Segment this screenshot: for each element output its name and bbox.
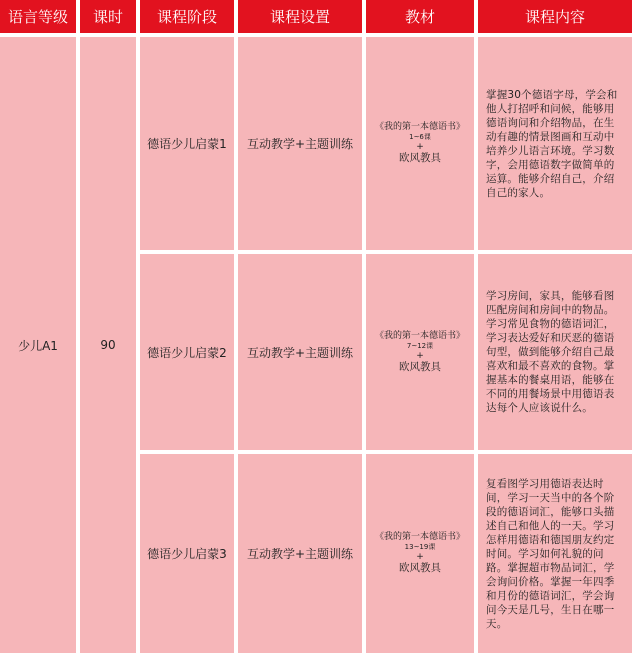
book-publisher: 欧风教具 xyxy=(399,562,441,574)
stage-cell: 德语少儿启蒙3 xyxy=(140,454,234,653)
book-title: 《我的第一本德语书》 xyxy=(374,330,465,341)
content-cell: 学习房间，家具，能够看图匹配房间和房间中的物品。学习常见食物的德语词汇，学习表达爱好和厌恶的德语句型，做到能够介绍自己最喜欢和最不喜欢的食物。掌握基本的餐桌用语，能够在不同的用餐场景中用德语表达每个人应该说什么。 xyxy=(478,254,632,450)
setting-cell: 互动教学+主题训练 xyxy=(238,37,362,250)
setting-cell: 互动教学+主题训练 xyxy=(238,454,362,653)
setting-cell: 互动教学+主题训练 xyxy=(238,254,362,450)
book-lessons: 7~12课 xyxy=(406,341,434,350)
textbook-cell xyxy=(366,37,474,250)
content-cell: 复看图学习用德语表达时间，学习一天当中的各个阶段的德语词汇，能够口头描述自己和他人的一天。学习怎样用德语和德国朋友约定时间。学习如何礼貌的问路。掌握超市物品词汇，学会询问价格。掌握一年四季和月份的德语词汇，学会询问今天是几号，生日在哪一天。 xyxy=(478,454,632,653)
book-plus: + xyxy=(416,350,424,361)
textbook-cell xyxy=(366,254,474,450)
book-publisher: 欧风教具 xyxy=(399,360,441,373)
book-lessons: 1~6课 xyxy=(409,133,431,141)
book-title: 《我的第一本德语书》 xyxy=(374,122,465,132)
book-title: 《我的第一本德语书》 xyxy=(374,532,465,542)
book-plus: + xyxy=(416,142,424,152)
level-cell: 少儿A1 xyxy=(0,37,76,653)
header-level: 语言等级 xyxy=(0,0,76,33)
textbook-cell xyxy=(366,454,474,653)
header-content: 课程内容 xyxy=(478,0,632,33)
book-publisher: 欧风教具 xyxy=(399,152,441,164)
header-textbook: 教材 xyxy=(366,0,474,33)
header-stage: 课程阶段 xyxy=(140,0,234,33)
hours-cell: 90 xyxy=(80,37,136,653)
header-hours: 课时 xyxy=(80,0,136,33)
content-cell: 掌握30个德语字母，学会和他人打招呼和问候，能够用德语询问和介绍物品，在生动有趣的情景图画和互动中培养少儿语言环境。学习数字，会用德语数字做简单的运算。能够介绍自己，介绍自己的家人。 xyxy=(478,37,632,250)
header-row xyxy=(0,0,632,33)
stage-cell: 德语少儿启蒙1 xyxy=(140,37,234,250)
book-plus: + xyxy=(416,552,424,562)
book-lessons: 13~19课 xyxy=(404,543,436,551)
stage-cell: 德语少儿启蒙2 xyxy=(140,254,234,450)
header-setting: 课程设置 xyxy=(238,0,362,33)
table-row xyxy=(0,37,632,250)
